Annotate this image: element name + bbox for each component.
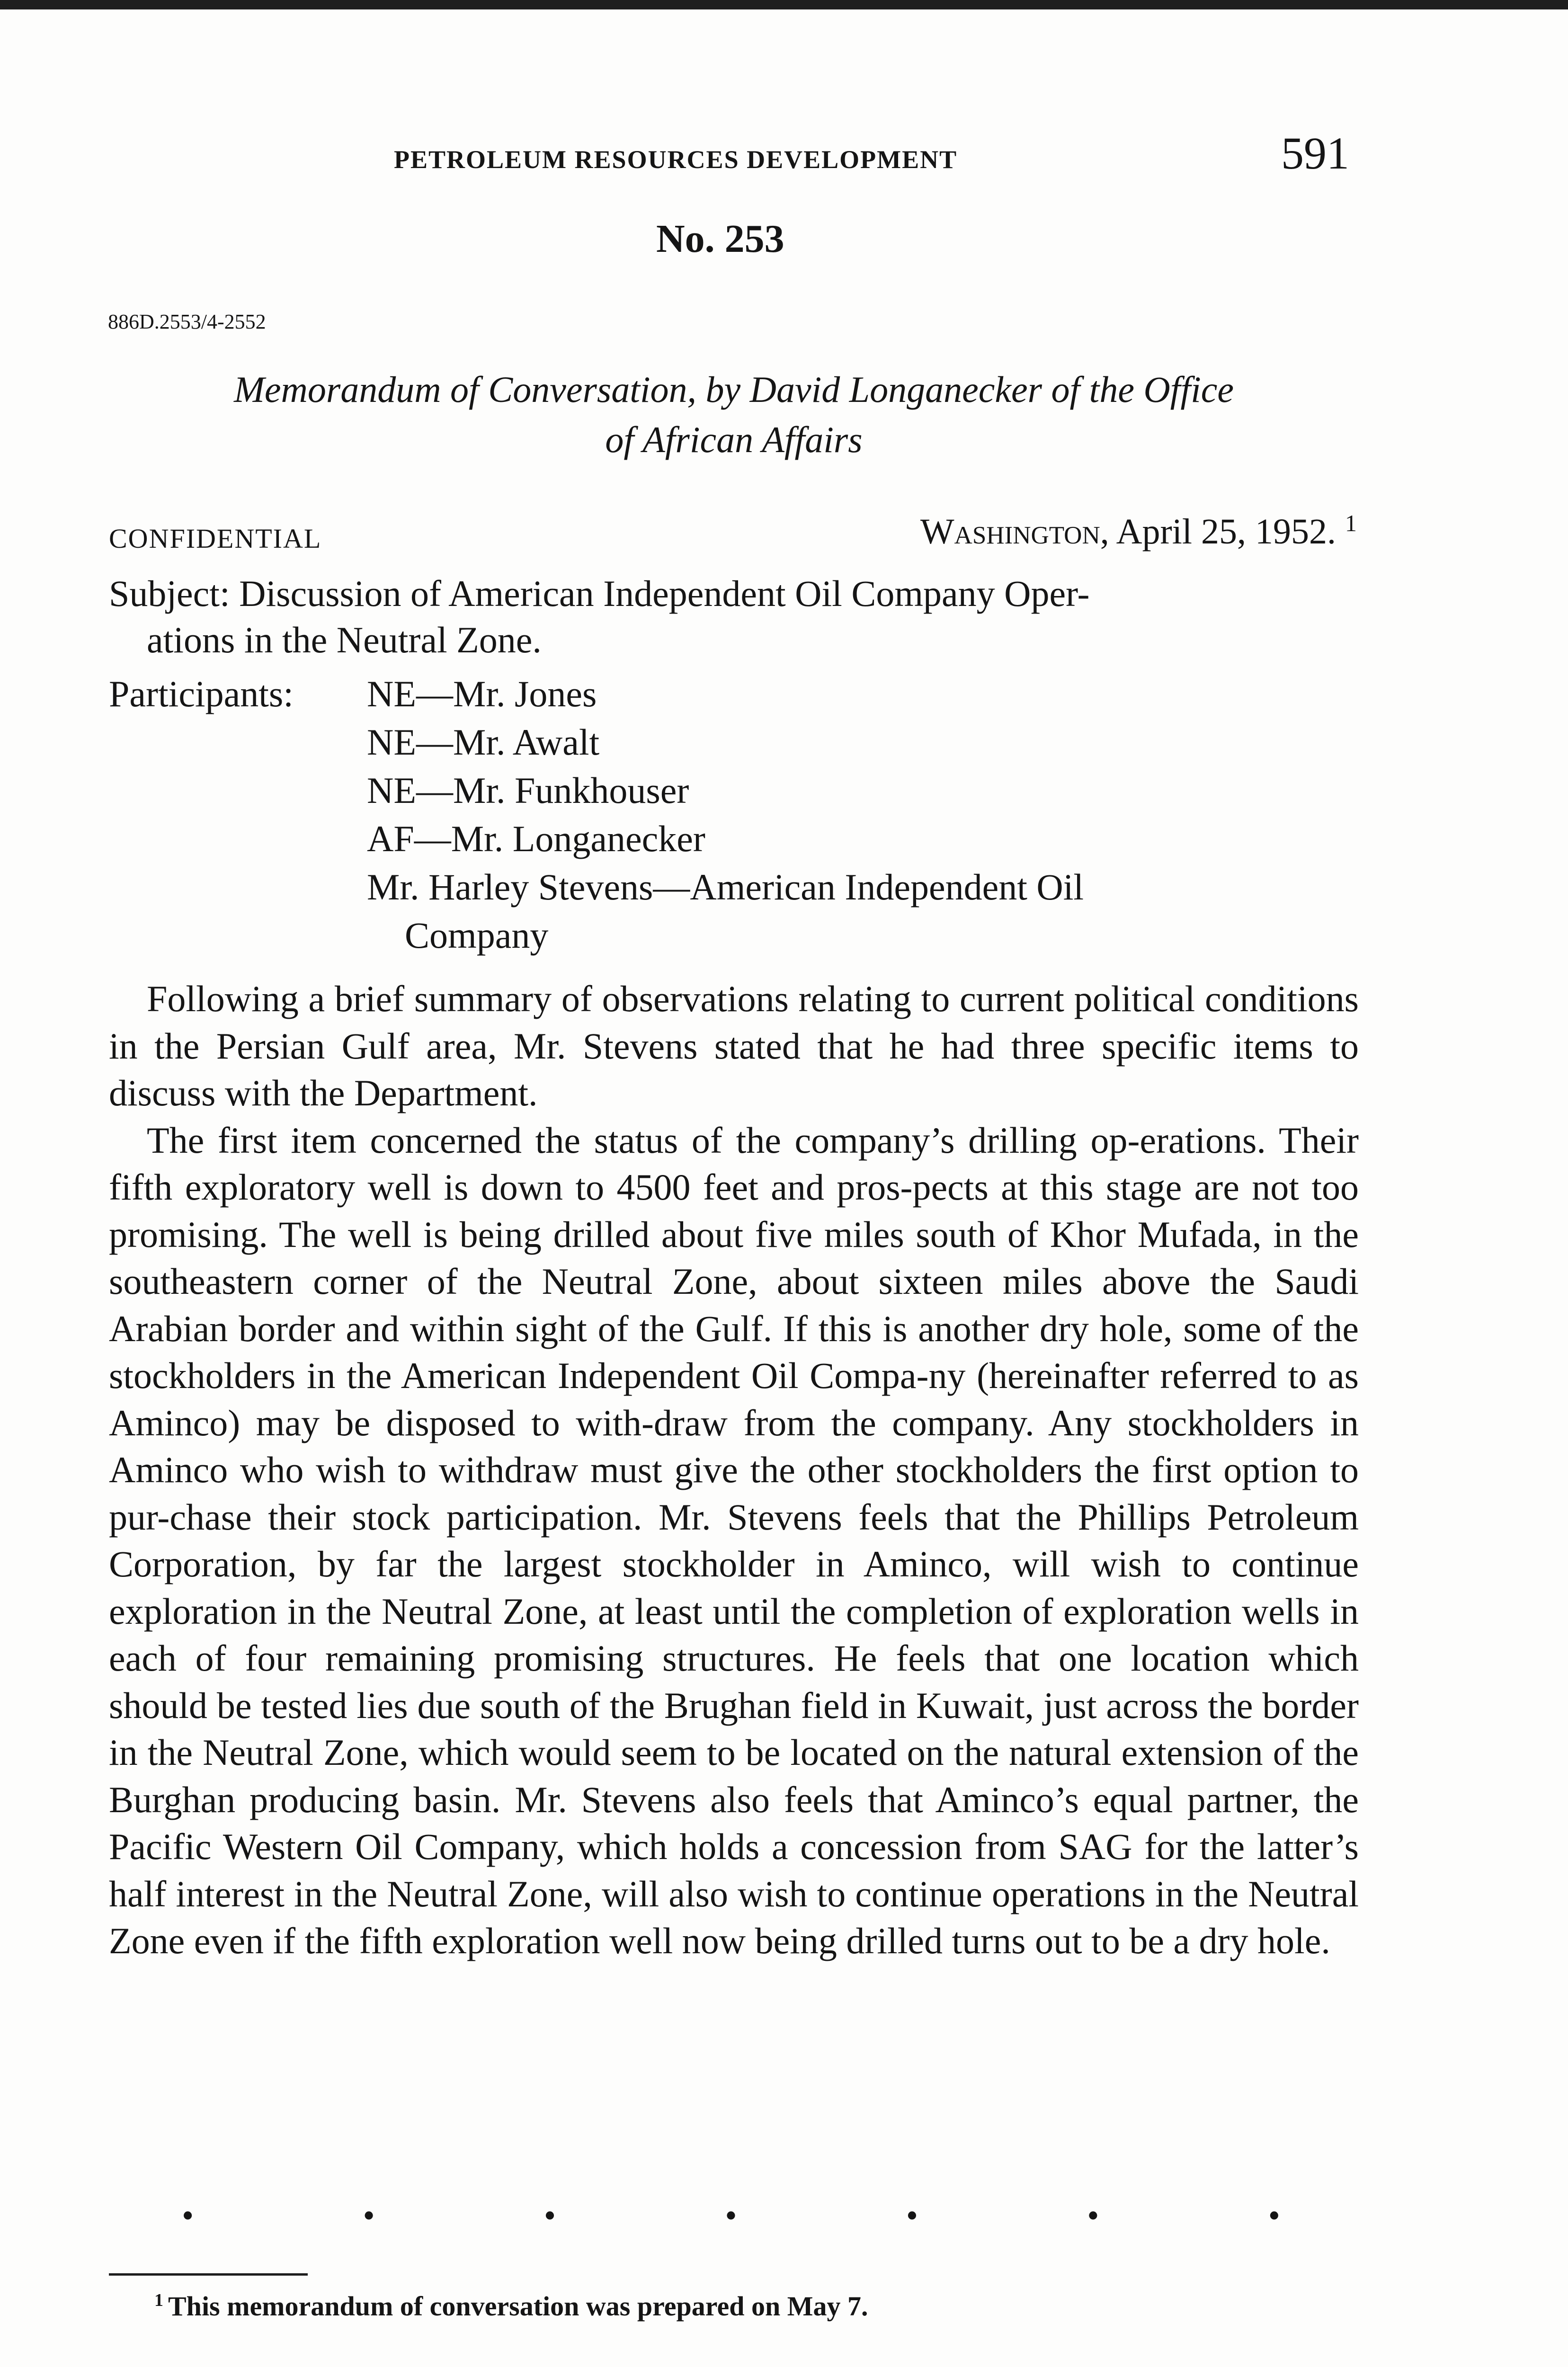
file-number: 886D.2553/4-2552 — [108, 310, 266, 333]
dateline — [920, 511, 1357, 552]
ellipsis-dot: • — [725, 2197, 737, 2234]
classification-marking: CONFIDENTIAL — [109, 523, 322, 554]
ellipsis-dot: • — [543, 2197, 556, 2234]
ellipsis-dot: • — [1087, 2197, 1099, 2234]
participant-item-continuation: Company — [405, 915, 549, 956]
footnote-text: This memorandum of conversation was prepared on May 7. — [168, 2291, 868, 2322]
top-border-rule — [0, 0, 1568, 9]
body-paragraph: The first item concerned the status of the company’s drilling op-erations. Their fifth exploratory well is down to 4500 feet and pros-pects at this stage are not too promising. The well is being drilled about five miles south of Khor Mufada, in the southeastern corner of the Neutral Zone, about sixteen miles above the Saudi Arabian border and within sight of the Gulf. If this is another dry hole, some of the stockholders in the American Independent Oil Compa-ny (hereinafter referred to as Aminco) may be disposed to with-draw from the company. Any stockholders in Aminco who wish to withdraw must give the other stockholders the first option to pur-chase their stock participation. Mr. Stevens feels that the Phillips Petroleum Corporation, by far the largest stockholder in Aminco, will wish to continue exploration in the Neutral Zone, at least until the completion of exploration wells in each of four remaining promising structures. He feels that one location which should be tested lies due south of the Brughan field in Kuwait, just across the border in the Neutral Zone, which would seem to be located on the natural extension of the Burghan producing basin. Mr. Stevens also feels that Aminco’s equal partner, the Pacific Western Oil Company, which holds a concession from SAG for the latter’s half interest in the Neutral Zone, will also wish to continue operations in the Neutral Zone even if the fifth exploration well now being drilled turns out to be a dry hole. — [109, 1119, 1359, 1961]
participant-item: NE—Mr. Awalt — [367, 721, 600, 763]
participants-list — [367, 670, 1361, 960]
memorandum-body — [109, 975, 1359, 1965]
title-line-1: Memorandum of Conversation, by David Longanecker of the Office — [233, 369, 1234, 410]
footnote-mark: 1 — [154, 2290, 163, 2310]
ellipsis-dot: • — [182, 2197, 194, 2234]
document-number: No. 253 — [656, 217, 784, 261]
running-head: PETROLEUM RESOURCES DEVELOPMENT — [394, 145, 958, 174]
ellipsis-dot: • — [906, 2197, 918, 2234]
dateline-date: April 25, 1952. — [1116, 512, 1336, 552]
participant-item: AF—Mr. Longanecker — [367, 818, 705, 859]
footnote — [154, 2290, 868, 2322]
ellipsis-dot: • — [363, 2197, 375, 2234]
participant-item: NE—Mr. Funkhouser — [367, 770, 689, 811]
body-paragraph: Following a brief summary of observations relating to current political conditions in the Persian Gulf area, Mr. Stevens stated that he had three specific items to discuss with the Department. — [109, 978, 1359, 1113]
footnote-divider — [109, 2273, 308, 2276]
participant-item: NE—Mr. Jones — [367, 673, 597, 714]
participants-label: Participants: — [109, 673, 294, 714]
ellipsis-dot: • — [1268, 2197, 1280, 2234]
page-number: 591 — [1281, 128, 1349, 178]
dateline-footnote-mark: 1 — [1345, 510, 1357, 536]
subject-line-2: ations in the Neutral Zone. — [147, 619, 542, 660]
title-line-2: of African Affairs — [605, 419, 863, 460]
omission-ellipsis — [182, 2197, 1280, 2234]
participant-item: Mr. Harley Stevens—American Independent Oil — [367, 866, 1084, 908]
dateline-place: Washington, — [920, 512, 1109, 552]
subject-line — [109, 570, 1359, 663]
subject-line-1: Subject: Discussion of American Independent Oil Company Oper- — [109, 573, 1090, 614]
document-title — [109, 365, 1359, 465]
